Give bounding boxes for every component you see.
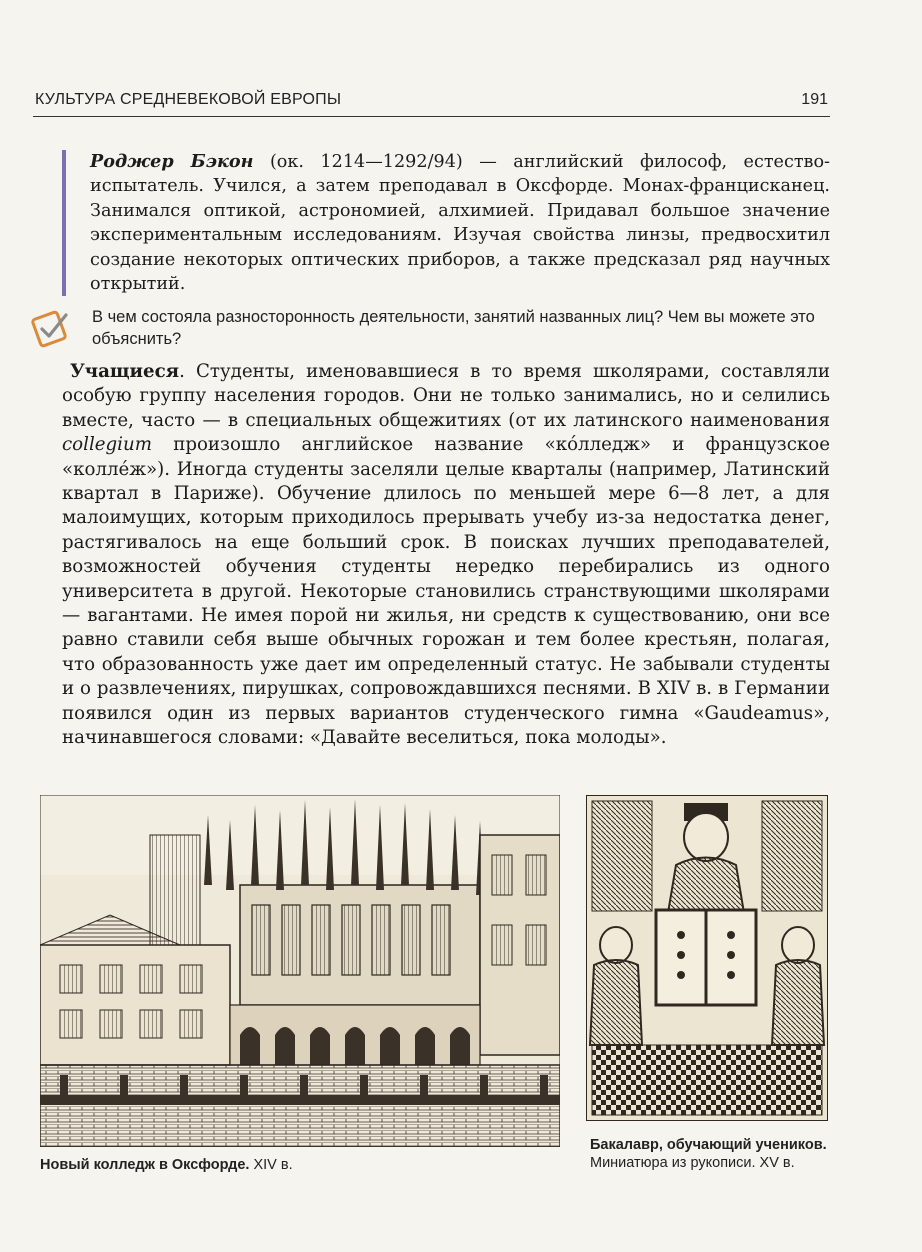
- figure1-caption-date: XIV в.: [249, 1157, 293, 1173]
- main-text-2: произошло английское название «ко́лледж» и французское «колле́ж»). Иногда студенты заселяли целые кварталы (например, Латинский квартал в Париже). Обучение длилось по меньшей мере 6—8 лет, а для малоимущих, которым приходилось прерывать учебу из-за недостатка денег, растягивалось на еще больший срок. В поисках лучших преподавателей, возможностей обучения студенты нередко перебирались из одного университета в другой. Некоторые становились странствующими школярами — вагантами. Не имея порой ни жилья, ни средств к существованию, они все равно ставили себя выше обычных горожан и тем более крестьян, полагая, что образованность уже дает им определенный статус. Не забывали студенты и о развлечениях, пирушках, сопровождавшихся песнями. В XIV в. в Германии появился один из первых вариантов студенческого гимна «Gaudeamus», начинавшегося словами: «Давайте веселиться, пока молоды».: [62, 434, 830, 749]
- bio-text: (ок. 1214—1292/94) — английский философ, естество-испытатель. Учился, а затем преподавал в Оксфорде. Монах-францисканец. Занимался оптикой, астрономией, алхимией. Придавал большое значение экспериментальным исследованиям. Изучая свойства линзы, предвосхитил создание некоторых оптических приборов, а также предсказал ряд научных открытий.: [90, 152, 830, 295]
- running-title: КУЛЬТУРА СРЕДНЕВЕКОВОЙ ЕВРОПЫ: [35, 91, 342, 108]
- bio-name: Роджер Бэкон: [90, 151, 254, 172]
- page-header: [33, 88, 830, 117]
- check-note-icon: [30, 306, 74, 350]
- figure1-caption-title: Новый колледж в Оксфорде.: [40, 1157, 250, 1173]
- main-latin-word: collegium: [62, 434, 152, 456]
- new-college-engraving: [40, 795, 560, 1147]
- question-text: В чем состояла разносторонность деятельности, занятий названных лиц? Чем вы можете это объяснить?: [92, 308, 815, 348]
- main-lead: Учащиеся: [70, 361, 180, 382]
- figure2-caption-title: Бакалавр, обучающий учеников.: [590, 1137, 827, 1153]
- figure2-caption: [590, 1136, 830, 1172]
- bio-block: [62, 150, 830, 296]
- main-paragraph: [62, 360, 830, 751]
- page-number: 191: [801, 91, 828, 108]
- figure2-caption-source: Миниатюра из рукописи. XV в.: [590, 1155, 795, 1171]
- figure1-caption: [40, 1156, 560, 1174]
- main-text-1: . Студенты, именовавшиеся в то время школярами, составляли особую группу населения городов. Они не только занимались, но и селились вместе, часто — в специальных общежитиях (от их латинского наименования: [62, 361, 830, 431]
- bachelor-teaching-woodcut: [586, 795, 828, 1121]
